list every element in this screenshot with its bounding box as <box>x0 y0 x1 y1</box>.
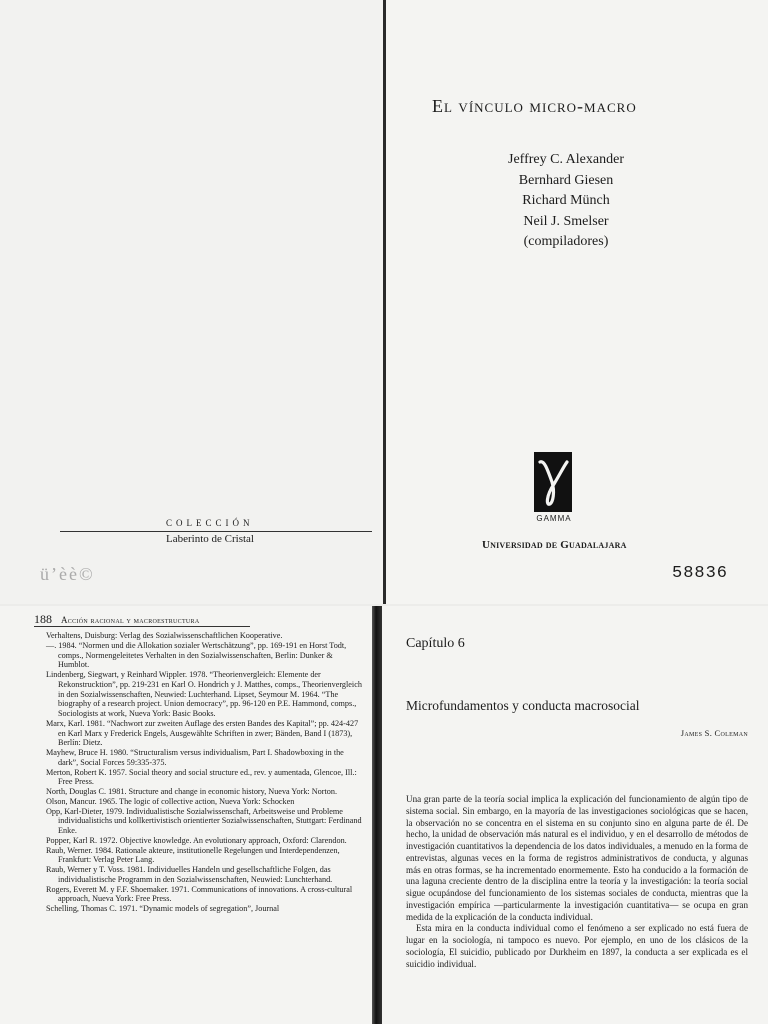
reference-entry: Raub, Werner. 1984. Rationale akteure, institutionelle Regelungen und Interdependenzen, Frankfurt: Verlag Peter Lang. <box>46 845 340 865</box>
authors-list <box>446 150 686 253</box>
chapter-title: Microfundamentos y conducta macrosocial <box>406 698 640 713</box>
chapter-page <box>382 606 768 1024</box>
chapter-body <box>406 794 748 970</box>
reference-entry: North, Douglas C. 1981. Structure and change in economic history, Nueva York: Norton. <box>46 787 337 796</box>
bleed-through-text: ü’èè© <box>40 564 95 584</box>
collection-page <box>0 0 383 604</box>
title-page <box>386 0 768 604</box>
reference-entry: Lindenberg, Siegwart, y Reinhard Wippler. 1978. “Theorienvergleich: Elemente der Rekonstrucktion”, pp. 219-231 en Karl O. Hondrich y J. Matthes, comps., Theorienvergleich in den Sozialwissenschaften, Neuwied: Luchterhand. Lipset, Seymour M. 1964. “The biography of a research project. Union democracy”, pp. 96-120 en P.E. Hammond, comps., Sociologists at work, Nueva York: Basic Books. <box>46 670 362 718</box>
author: Jeffrey C. Alexander <box>508 152 624 167</box>
running-head <box>34 612 200 627</box>
compilers-note: (compiladores) <box>523 234 609 249</box>
reference-entry: Merton, Robert K. 1957. Social theory and social structure ed., rev. y aumentada, Glencoe, Ill.: Free Press. <box>46 767 357 787</box>
spine-shadow <box>372 606 382 1024</box>
library-stamp-number: 58836 <box>672 564 729 583</box>
page-number: 188 <box>34 612 52 626</box>
reference-entry: Raub, Werner y T. Voss. 1981. Individuelles Handeln und gesellschaftliche Folgen, das individualistische Programm in den Sozialwissenschaften, Neuwied: Lunchterhand. <box>46 865 333 884</box>
gamma-logo-icon <box>534 452 572 512</box>
publisher-name: Universidad de Guadalajara <box>482 539 627 551</box>
reference-entry: Mayhew, Bruce H. 1980. “Structuralism versus individualism, Part I. Shadowboxing in the dark”, Social Forces 59:335-375. <box>46 748 344 767</box>
author: Neil J. Smelser <box>523 213 609 229</box>
reference-entry: —. 1984. “Normen und die Allokation sozialer Wertschätzung”, pp. 169-191 en Horst Todt, comps., Normengeleitetes Verhalten in den Sozialwissenschaften, Berlin: Dunker & Humblot. <box>46 640 347 670</box>
paragraph: Una gran parte de la teoría social implica la explicación del funcionamiento de algún tipo de sistema social. Sin embargo, en la mayoría de las investigaciones sociológicas que se hacen, la observación no se concentra en el sistema en su conjunto sino en alguna parte de él. De hecho, la unidad de observación más natural es el individuo, y en el desarrollo de métodos de investigación cuantitativos la dependencia de los datos individuales, a menudo en la forma de entrevistas, algunas veces en la forma de registros administrativos de conducta, y algunas más en otras formas, se ha incrementado enormemente. Esto ha conducido a la formación de una laguna creciente dentro de la disciplina entre la teoría y la investigación: la teoría social sigue ocupándose del funcionamiento de los sistemas sociales de conducta, mientras que la investigación empírica —particularmente la investigación cuantitativa— se ocupa en gran medida de la explicación de la conducta individual. <box>406 794 748 922</box>
author: Richard Münch <box>522 193 610 208</box>
reference-entry: Marx, Karl. 1981. “Nachwort zur zweiten Auflage des ersten Bandes des Kapital”; pp. 424-427 en Karl Marx y Frederick Engels, Ausgewählte Schriften in zwer; Bänden, Band I (1873), Berlín: Dietz. <box>46 718 359 748</box>
logo-wordmark: GAMMA <box>536 514 572 523</box>
collection-rule <box>60 531 372 532</box>
collection-label: COLECCIÓN <box>166 518 254 528</box>
running-head-rule <box>34 626 250 627</box>
author: Bernhard Giesen <box>518 172 614 188</box>
reference-entry: Schelling, Thomas C. 1971. “Dynamic models of segregation”, Journal <box>46 904 280 913</box>
reference-entry: Rogers, Everett M. y F.F. Shoemaker. 1971. Communications of innovations. A cross-cultural approach, Nueva York: Free Press. <box>46 884 353 904</box>
paragraph: Esta mira en la conducta individual como el fenómeno a ser explicado no está fuera de lugar en la sociología, ni tampoco es nuevo. Por ejemplo, en uno de los clásicos de la sociología, El suicidio, publicado por Durkheim en 1897, la conducta a ser explicada es el suicidio individual. <box>406 923 748 969</box>
reference-entry: Olson, Mancur. 1965. The logic of collective action, Nueva York: Schocken <box>46 796 295 806</box>
reference-entry: Popper, Karl R. 1972. Objective knowledge. An evolutionary approach, Oxford: Clarendon. <box>46 835 347 845</box>
reference-entry: Verhaltens, Duisburg: Verlag des Sozialwissenschaftlichen Kooperative. <box>46 631 283 640</box>
chapter-author: James S. Coleman <box>680 728 748 738</box>
references-page <box>0 606 372 1024</box>
reference-entry: Opp, Karl-Dieter, 1979. Individualistische Sozialwissenschaft, Arbeitsweise und Probleme individualistichs und kollkertivistisch orientierter Sozialwissenschaften, Stuttgart: Ferdinand Enke. <box>46 806 362 835</box>
collection-name: Laberinto de Cristal <box>166 533 254 545</box>
book-title: El vínculo micro-macro <box>432 96 637 116</box>
chapter-number: Capítulo 6 <box>406 636 465 651</box>
running-head-title: Acción racional y macroestructura <box>61 615 200 625</box>
reference-list <box>46 631 364 914</box>
